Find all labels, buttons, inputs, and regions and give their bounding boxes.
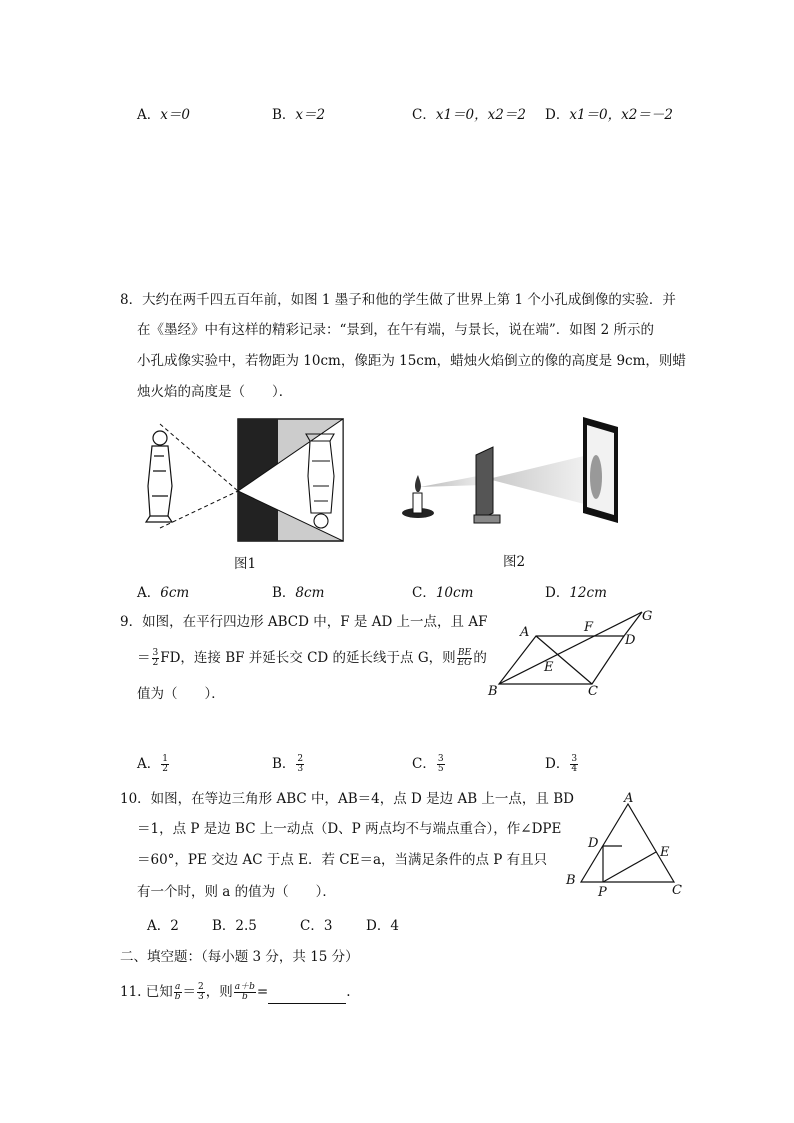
numerator: a xyxy=(174,982,181,992)
q9-option-a xyxy=(137,752,170,774)
q8-option-c xyxy=(412,581,473,601)
denominator: 5 xyxy=(437,764,444,774)
option-label: B． xyxy=(272,756,296,772)
option-text: 12cm xyxy=(569,585,607,601)
q10-option-c: C．3 xyxy=(300,918,333,934)
text: FD，连接 BF 并延长交 CD 的延长线于点 G，则 xyxy=(160,650,456,666)
point-label-b: B xyxy=(566,873,576,888)
q8-option-a xyxy=(137,581,189,601)
q9-line-2 xyxy=(137,648,487,668)
denominator: 3 xyxy=(198,992,204,1002)
q8-option-d xyxy=(545,581,607,601)
q9-option-c xyxy=(412,752,446,774)
q9-option-d xyxy=(545,752,579,774)
fraction xyxy=(570,755,578,774)
point-label-a: A xyxy=(520,625,530,640)
option-label: A． xyxy=(137,756,161,772)
text: 的 xyxy=(473,650,487,666)
numerator: 2 xyxy=(297,754,304,764)
point-label-e: E xyxy=(660,845,670,860)
q11-line xyxy=(120,980,351,1004)
fraction xyxy=(197,983,205,1002)
q10-line-1: 10．如图，在等边三角形 ABC 中，AB＝4，点 D 是边 AB 上一点，且 BD xyxy=(120,791,574,807)
option-text: x＝2 xyxy=(295,107,326,123)
fraction xyxy=(152,649,160,668)
fraction xyxy=(174,983,182,1002)
point-label-p: P xyxy=(598,885,607,898)
numerator: 2 xyxy=(198,982,204,992)
point-label-e: E xyxy=(544,660,554,675)
point-label-g: G xyxy=(642,609,653,624)
q9-option-b xyxy=(272,752,305,774)
fraction xyxy=(457,649,473,668)
point-label-a: A xyxy=(624,791,634,806)
q8-option-b xyxy=(272,581,324,601)
q10-option-d: D．4 xyxy=(366,918,399,934)
point-label-c: C xyxy=(588,684,598,699)
fraction xyxy=(437,755,445,774)
q8-line-2: 在《墨经》中有这样的精彩记录：“景到，在午有端，与景长，说在端”．如图 2 所示的 xyxy=(137,322,654,338)
figure-1-label: 图1 xyxy=(234,556,257,572)
option-text: 6cm xyxy=(160,585,190,601)
numerator: 3 xyxy=(571,754,578,764)
option-label: C． xyxy=(412,756,436,772)
figure-1-pinhole-illustration xyxy=(138,416,346,544)
q7-option-b xyxy=(272,103,325,123)
q10-line-3: ＝60°，PE 交边 AC 于点 E．若 CE＝a，当满足条件的点 P 有且只 xyxy=(137,852,548,868)
q7-option-c xyxy=(412,103,526,123)
q10-option-b: B．2.5 xyxy=(212,918,257,934)
numerator: 3 xyxy=(152,648,159,658)
text: ，则 xyxy=(205,984,233,1000)
figure-q9-parallelogram xyxy=(484,604,664,700)
point-label-d: D xyxy=(625,633,636,648)
q8-line-3: 小孔成像实验中，若物距为 10cm，像距为 15cm，蜡烛火焰倒立的像的高度是 9cm，则蜡 xyxy=(137,353,686,369)
q10-option-a: A．2 xyxy=(147,918,179,934)
answer-blank[interactable] xyxy=(268,989,346,1004)
point-label-f: F xyxy=(584,620,594,635)
option-label: A． xyxy=(137,585,161,601)
denominator: 3 xyxy=(297,764,304,774)
denominator: EG xyxy=(457,658,472,668)
figure-2-candle-experiment xyxy=(398,415,620,525)
text: ＝ xyxy=(182,984,197,1000)
text: ＝ xyxy=(137,650,151,666)
option-label: C． xyxy=(412,585,436,601)
option-label: B． xyxy=(272,107,296,123)
option-text: 10cm xyxy=(435,585,474,601)
option-label: D． xyxy=(545,585,570,601)
text: . xyxy=(346,984,351,1000)
q10-line-2: ＝1，点 P 是边 BC 上一动点（D、P 两点均不与端点重合），作∠DPE xyxy=(137,821,562,837)
numerator: 3 xyxy=(437,754,444,764)
fraction xyxy=(234,983,256,1002)
q10-line-4: 有一个时，则 a 的值为（ ）． xyxy=(137,884,336,900)
figure-q10-equilateral-triangle xyxy=(562,790,686,898)
option-label: A． xyxy=(137,107,161,123)
point-label-b: B xyxy=(488,684,498,699)
option-label: D． xyxy=(545,756,570,772)
point-label-d: D xyxy=(588,836,599,851)
option-text: x1＝0，x2＝－2 xyxy=(569,107,673,123)
q7-option-d xyxy=(545,103,673,123)
q9-line-3: 值为（ ）． xyxy=(137,686,225,702)
option-label: B． xyxy=(272,585,296,601)
q8-line-1: 8．大约在两千四五百年前，如图 1 墨子和他的学生做了世界上第 1 个小孔成倒像的实验．并 xyxy=(120,292,676,308)
denominator: b xyxy=(241,992,248,1002)
text: = xyxy=(256,984,269,1000)
numerator: BE xyxy=(457,648,472,658)
denominator: 4 xyxy=(571,764,578,774)
option-label: C． xyxy=(412,107,436,123)
denominator: 2 xyxy=(162,764,168,774)
section-title-fill-in: 二、填空题：（每小题 3 分，共 15 分） xyxy=(120,949,359,965)
q9-line-1: 9．如图，在平行四边形 ABCD 中，F 是 AD 上一点，且 AF xyxy=(120,614,488,630)
fraction xyxy=(296,755,304,774)
point-label-c: C xyxy=(672,883,682,898)
text: 11. 已知 xyxy=(120,984,173,1000)
fraction xyxy=(161,755,169,774)
q7-option-a xyxy=(137,103,190,123)
numerator: a＋b xyxy=(234,982,255,992)
option-text: x1＝0，x2＝2 xyxy=(435,107,526,123)
figure-2-label: 图2 xyxy=(503,554,526,570)
denominator: b xyxy=(174,992,181,1002)
numerator: 1 xyxy=(162,754,168,764)
option-text: x＝0 xyxy=(160,107,190,123)
denominator: 2 xyxy=(152,658,159,668)
option-label: D． xyxy=(545,107,570,123)
option-text: 8cm xyxy=(295,585,325,601)
q8-line-4: 烛火焰的高度是（ ）． xyxy=(137,384,293,400)
